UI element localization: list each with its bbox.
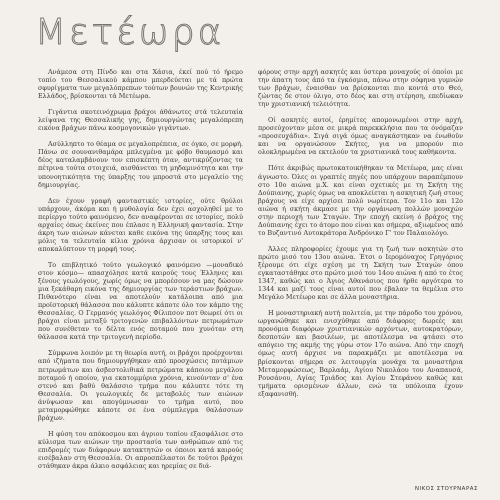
right-column	[258, 68, 463, 406]
paragraph: Οί ασκητές αυτοί, έρημίτες απομονωμένοι στην αρχή, προσεύχονταν μέσα σε μικρά παρεκκλήσια που τα όνόμαζαν «προσευχάδια». Σιγά σιγά όμως αναγκάστηκαν να ένωθοϋν και να οργανώσουν Σκήτες, για να μπορούν πιο ολοκληρωμένα να εκτελούν τα χριστιανικά τους καθήκοντα.	[258, 116, 463, 157]
paragraph: Η μοναστηριακή αυτή πολιτεία, με την πάροδο του χρόνου, ωργανώθηκε και ενισχύθηκε από διάφορες δωρεές και προνόμια διαφόρων χριστιανικών αρχόντων, αυτοκρατόρων, δεσποτών και βασιλέων, με αποτέλεσμα να φτάσει στο απόγειο της ακμής της γύρω στον 17ο αιώνα. Από την εποχή όμως αυτή άρχισε να παρακμάζει με αποτέλεσμα να βρίσκονται σήμερα σε λειτουργία μονάχα τα μοναστήρια Μεταμορφώσεως, Βαρλαάμ, Αγίου Νικολάου του Αναπαυσά, Ρουσάνου, Αγίας Τριάδος και Αγίου Στεφάνου καθώς και τμήματα ορισμένων άλλων, ενώ τα υπόλοιπα έχουν εξαφανισθή.	[258, 309, 463, 398]
paragraph: Ασύλληπτο το θέαμα σε μεγαλοπρέπεια, σε όγκο, σε μορφή. Πάνω σε σουνανιθαμάρα μπλεγμένα με φόβο θαυμασμό και δέος καταλαμβάνουν τον επισκέπτη όταν, αντικρύζοντας τα πέτρινα τούτα στοιχειά, αισθάνεται τη μηδαμινότητα και την υπονοητικότητα της ύπαρξης του μπροστά στο μεγαλείο της δημιουργίας.	[38, 140, 243, 189]
paragraph: Σύμφωνα λοιπόν με τη θεωρία αυτή, οι βράχοι προέρχονται από ιζήματα που δημιουργήθηκαν από προσχώσεις ποτάμιων πετρωμάτων και άσβεστολιθικά πετρώματα κάποιου μεγάλου ποταμού ή οποίου, για εκατομμύρια χρόνια, κινούνταν σ' ένα στενό και βαθύ θαλάσσιο τμήμα που κάλυπτε τότε τη Θεσσαλία. Οι γεωλογικές δε μεταβολές των αιώνων άνύψωσαν και απογύμνωσαν το τμήμα αυτό, που μεταμορφώθηκε κάποτε σε ένα σύμπλεγμα θαλάσσιων βράχων.	[38, 349, 243, 422]
paragraph: Άλλες πληροφορίες έχουμε για τη ζωή των ασκητών στο πρώτο μισό του 13ου αιώνα. Έτσι ο Ιερομόναχος Γρηγόριος ξέρουμε ότι είχε σχέση με τη Σκήτη των Σταγών όπου εγκαταστάθηκε στο πρώτο μισό του 14ου αιώνα ή από το έτος 1347, καθώς και ο Άγιος Αθανάσιος που ήρθε αργότερα το 1344 και μαζί τους είναι αυτοί που έβαλαν τα θεμέλια στο Μεγάλο Μετέωρο και σε άλλα μοναστήρια.	[258, 244, 463, 302]
paragraph: Η φύση του απόκοσμου και άγριου τοπίου εξασφάλισε στο κύλισμα των αιώνων την προστασία των ανθρώπων από τις επιδρομές των διάφορων κατακτητών οι όποιοι κατά καιρούς εισέβαλαν στη Θεσσαλία. Οι απροσπέλαστοι δε τούτοι βράχοι στάθηκαν άκρα άλκιο ασφάλειας και ηρεμίας σε διά-	[38, 429, 243, 471]
paragraph: Γιγάντια σκοτεινόχρωμα βράχοι άθάνωτες στά τελευταία λείψανα της Θεσσαλικής γης, δημιουργώντας μεγαλόπρεπη εικόνα βράχων πάνω κοσμογονικών γιγάντων.	[38, 108, 243, 133]
paragraph: φόρους στην αρχή ασκητές και ύστερα μοναχούς οί όποίοι με την άπατη τους άπό τα έγκόσμια, πάνω στην σόφηνα γυμνών των βράχων, έναισθαν να βρίσκονται πιο κοντά στο Θεό, ζώντας δε στον όλιγο, στο δέος και στη στέρηση, επεδίωκαν την χριστιανική τελειότητα.	[258, 68, 463, 109]
paragraph: Ανάμεσα στη Πίνδο και στα Χάσια, έκεί πού τό ήρεμο τοπίο του Θεσσαλικού κάμπου μπερδεύεται με τά πρώτα σφυρίγματα των μεγαλόπρεπων τούτων βουνών της Κεντρικής Ελλάδος, βρίσκονται τά Μετέωρα.	[38, 68, 243, 101]
paragraph: Πότε άκριβώς πρωτοκατοικήθηκαν τα Μετέωρα, μας είναι άγνωστο. Όλες οι γραπτές πηγές που υπάρχουν παραπέμπουν στο 10ο αιώνα μ.Χ. και είναι σχετικές με τη Σκήτη της Δούπιανης, χωρίς όμως να αποκλείεται η ασκητική ζωή στους βράχους να είχε αρχίσει πολύ νωρίτερα. Τον 11ο και 12ο αιώνα ή σκήτη άκμασε με την οργάνωση πολλών μοναχών στην περιοχή των Σταγών. Την εποχή εκείνη ό βράχος της Δούπιανης έχει το άτομο που είναι και σήμερα, αξιωμένος από το Βυζαντινό Αυτοκράτορα Άνδρόνικο Γ' τον Παλαιολόγο.	[258, 164, 463, 237]
left-column	[38, 68, 243, 478]
paragraph: Το επιβλητικό τούτο γεωλογικό φαινόμενο —μοναδικό στον κόσμο— απασχόλησε κατά καιρούς τους Έλληνες και ξένους γεωλόγους, χωρίς όμως να μπορέσουν να μας δώσουν μια ξεκάθαρη εικόνα της δημιουργίας των τεράστιων βράχων. Πιθανότερο είναι να αποτελούν κατάλοιπα από μια προϊστορική θάλασσα που κάλυπτε κάποτε όλο τον κάμπο της Θεσσαλίας. Ο Γερμανός γεωλόγος Φίλιπσον ποτ θεωρεί ότι οι βράχοι είναι μεταξύ τριτογενών επιβαλλόντων πετρωμάτων που συνέθεταν το δέλτα ενός ποταμού που χυνόταν στη θάλασσα κατά την τριτογενή περίοδο.	[38, 260, 243, 342]
page-title: Μετέωρα	[35, 12, 225, 53]
author-credit: ΝΙΚΟΣ ΣΤΟΥΡΝΑΡΑΣ	[414, 486, 478, 492]
paragraph: Δεν έχουν γραφή φανταστικές ιστορίες, ούτε θρύλοι υπάρχουν, άκόμα και ή μυθολογία δεν έχει ασχοληθεί με το περίεργο τούτο φαινόμενο, δεν αναφέρονται σε ιστορίες, πολύ αρχαίες όπως έκείνες που έπλασε η Ελληνική φαντασία. Στην άκρη των αιώνων κάνεται καθε εικόνα της ύπαρξης τους και μόλις τα τελευταία κίλια χρόνια άρχισαν οι ιστορικοί ν' αποκαλύπτουν τη μορφή τους.	[38, 196, 243, 253]
